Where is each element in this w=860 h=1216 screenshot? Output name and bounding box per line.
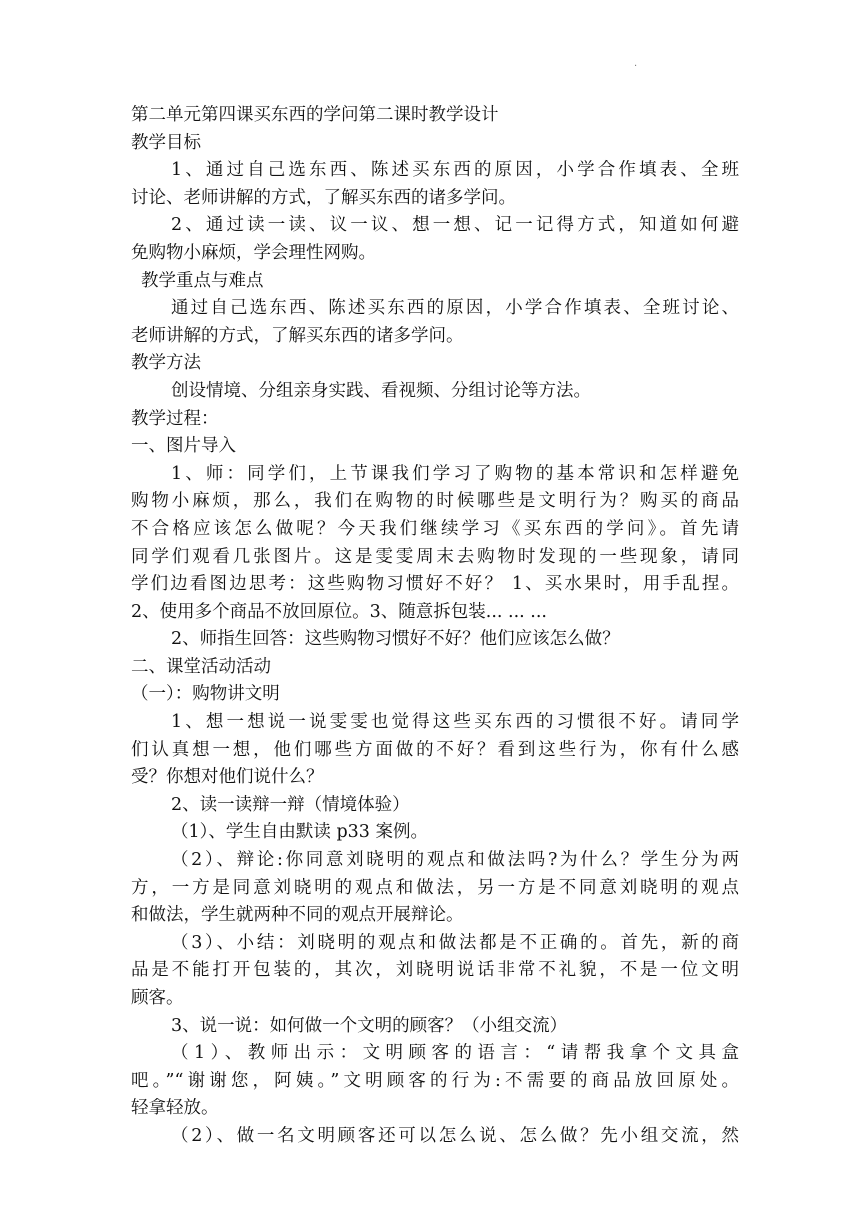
paragraph-line: 免购物小麻烦，学会理性网购。 — [131, 242, 376, 263]
paragraph-line: 受？你想对他们说什么？ — [131, 767, 324, 788]
paragraph-line: 创设情境、分组亲身实践、看视频、分组讨论等方法。 — [171, 380, 591, 401]
paragraph-line: 学们边看图边思考：这些购物习惯好不好？ 1、买水果时，用手乱捏。 — [131, 574, 739, 595]
section-title: 二、课堂活动活动 — [131, 656, 271, 677]
paragraph-line: 2、师指生回答：这些购物习惯好不好？他们应该怎么做？ — [171, 629, 620, 650]
heading-process: 教学过程： — [131, 408, 219, 429]
section-title: 一、图片导入 — [131, 436, 236, 457]
paragraph-line: 购物小麻烦，那么，我们在购物的时候哪些是文明行为？购买的商品 — [131, 491, 739, 512]
heading-objectives: 教学目标 — [131, 132, 201, 153]
heading-methods: 教学方法 — [131, 353, 201, 374]
paragraph-line: （1）、教师出示：文明顾客的语言：“请帮我拿个文具盒 — [171, 1043, 739, 1064]
paragraph-line: 顾客。 — [131, 988, 184, 1008]
paragraph-line: （1）、学生自由默读 p33 案例。 — [171, 822, 428, 843]
paragraph-line: 1、师：同学们，上节课我们学习了购物的基本常识和怎样避免 — [171, 463, 739, 484]
paragraph-line: 1、通过自己选东西、陈述买东西的原因，小学合作填表、全班 — [171, 160, 739, 181]
paragraph-line: （2）、辩论:你同意刘晓明的观点和做法吗?为什么？学生分为两 — [171, 850, 739, 871]
paragraph-line: 1、想一想说一说雯雯也觉得这些买东西的习惯很不好。请同学 — [171, 712, 739, 733]
paragraph-line: 轻拿轻放。 — [131, 1098, 219, 1119]
subsection-title: （一）：购物讲文明 — [131, 684, 280, 705]
corner-mark: . — [634, 58, 638, 69]
paragraph-line: 3、说一说：如何做一个文明的顾客？（小组交流） — [171, 1015, 568, 1036]
paragraph-line: 品是不能打开包装的，其次，刘晓明说话非常不礼貌，不是一位文明 — [131, 960, 739, 981]
paragraph-line: 吧。”“谢谢您，阿姨。”文明顾客的行为:不需要的商品放回原处。 — [131, 1070, 739, 1091]
paragraph-line: 通过自己选东西、陈述买东西的原因，小学合作填表、全班讨论、 — [171, 298, 739, 319]
paragraph-line: 不合格应该怎么做呢？今天我们继续学习《买东西的学问》。首先请 — [131, 518, 739, 539]
paragraph-line: 和做法，学生就两种不同的观点开展辩论。 — [131, 905, 464, 926]
paragraph-line: （2）、做一名文明顾客还可以怎么说、怎么做？先小组交流，然 — [171, 1125, 739, 1146]
paragraph-line: 们认真想一想，他们哪些方面做的不好？看到这些行为，你有什么感 — [131, 739, 739, 760]
paragraph-line: 方，一方是同意刘晓明的观点和做法，另一方是不同意刘晓明的观点 — [131, 877, 739, 898]
paragraph-line: 2、读一读辩一辩（情境体验） — [171, 794, 410, 815]
paragraph-line: 同学们观看几张图片。这是雯雯周末去购物时发现的一些现象，请同 — [131, 546, 739, 567]
paragraph-line: （3）、小结：刘晓明的观点和做法都是不正确的。首先，新的商 — [171, 932, 739, 953]
heading-key-points: 教学重点与难点 — [141, 270, 264, 291]
paragraph-line: 讨论、老师讲解的方式，了解买东西的诸多学问。 — [131, 187, 516, 208]
paragraph-line: 老师讲解的方式，了解买东西的诸多学问。 — [131, 325, 464, 346]
paragraph-line: 2、通过读一读、议一议、想一想、记一记得方式，知道如何避 — [171, 215, 739, 236]
document-title: 第二单元第四课买东西的学问第二课时教学设计 — [131, 105, 499, 125]
document-body — [131, 102, 739, 1151]
paragraph-line: 2、使用多个商品不放回原位。3、随意拆包装... ... ... — [131, 601, 547, 622]
